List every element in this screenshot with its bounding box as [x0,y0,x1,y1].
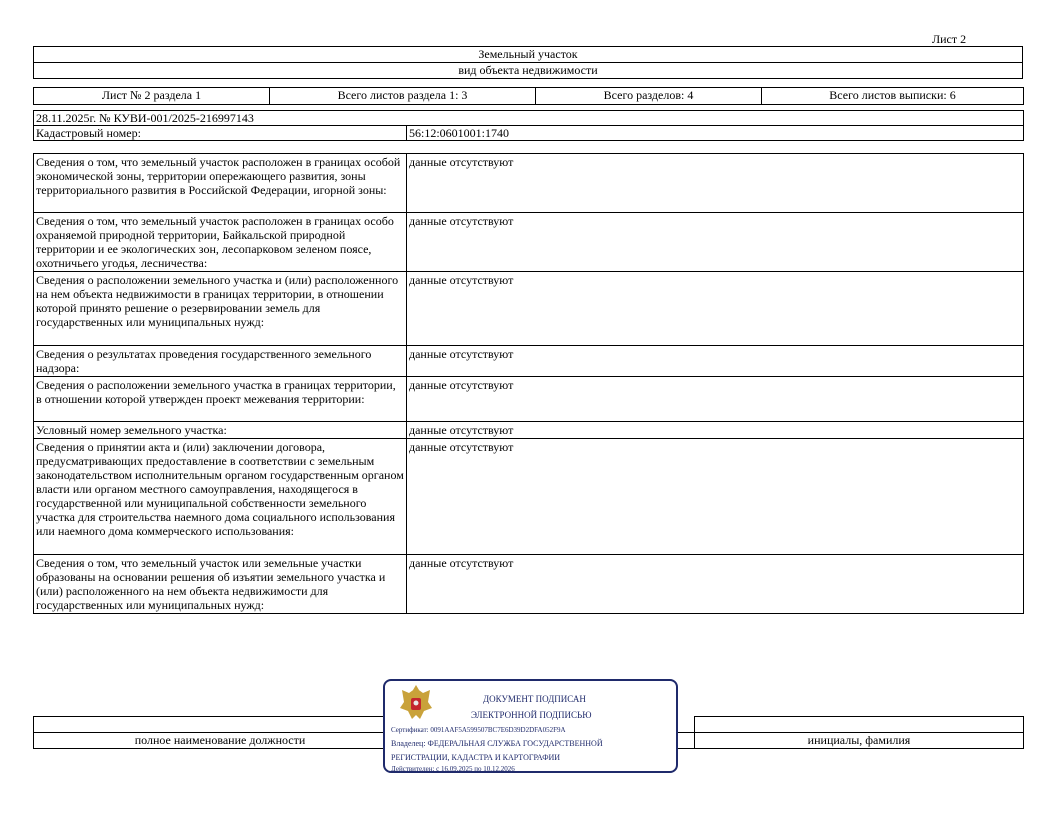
info-value: данные отсутствуют [407,346,1024,377]
object-type: Земельный участок [34,47,1023,63]
info-value: данные отсутствуют [407,272,1024,346]
name-caption: инициалы, фамилия [695,733,1024,749]
sheet-label: Лист 2 [932,32,967,46]
stamp-owner: Владелец: ФЕДЕРАЛЬНАЯ СЛУЖБА ГОСУДАРСТВЕННОЙ [391,739,603,748]
table-row [34,422,1024,439]
stamp-subtitle: ЭЛЕКТРОННОЙ ПОДПИСЬЮ [471,710,592,720]
info-label: Сведения о результатах проведения государственного земельного надзора: [34,346,407,377]
stamp-validity: Действителен: с 16.09.2025 по 10.12.2026 [391,765,515,773]
table-row [34,346,1024,377]
electronic-signature-stamp [383,679,678,773]
total-sheets-section: Всего листов раздела 1: 3 [270,88,536,105]
object-kind-caption: вид объекта недвижимости [34,63,1023,79]
sheets-info-table [33,87,1024,105]
table-row [34,213,1024,272]
table-row [34,272,1024,346]
sheet-of-section: Лист № 2 раздела 1 [34,88,270,105]
coat-of-arms-icon [399,684,433,722]
registration-table [33,110,1024,141]
object-header-table [33,46,1023,79]
info-label: Сведения о том, что земельный участок расположен в границах особо охраняемой природной территории, Байкальской природной территории и ее экологических зон, лесопарковом зеленом поясе, охотничьего угодья, лесничества: [34,213,407,272]
info-label: Сведения о том, что земельный участок расположен в границах особой экономической зоны, территории опережающего развития, зоны территориального развития в Российской Федерации, игорной зоны: [34,154,407,213]
table-row [34,439,1024,555]
info-label: Сведения о расположении земельного участка и (или) расположенного на нем объекта недвижимости в границах территории, в отношении которой принято решение о резервировании земель для государственных или муниципальных нужд: [34,272,407,346]
info-value: данные отсутствуют [407,555,1024,614]
info-value: данные отсутствуют [407,439,1024,555]
total-sheets-extract: Всего листов выписки: 6 [762,88,1024,105]
table-row [34,555,1024,614]
extract-date-number: 28.11.2025г. № КУВИ-001/2025-216997143 [34,111,1024,126]
stamp-owner-continued: РЕГИСТРАЦИИ, КАДАСТРА И КАРТОГРАФИИ [391,753,561,762]
info-value: данные отсутствуют [407,154,1024,213]
info-label: Сведения о том, что земельный участок или земельные участки образованы на основании решения об изъятии земельного участка и (или) расположенного на нем объекта недвижимости для государственных или муниципальных нужд: [34,555,407,614]
cadastral-label: Кадастровый номер: [34,126,407,141]
stamp-title: ДОКУМЕНТ ПОДПИСАН [483,694,586,704]
cadastral-number: 56:12:0601001:1740 [407,126,1024,141]
position-caption: полное наименование должности [34,733,407,749]
info-label: Условный номер земельного участка: [34,422,407,439]
info-value: данные отсутствуют [407,422,1024,439]
info-table [33,153,1024,614]
table-row [34,154,1024,213]
info-value: данные отсутствуют [407,377,1024,422]
info-label: Сведения о расположении земельного участка в границах территории, в отношении которой утвержден проект межевания территории: [34,377,407,422]
table-row [34,377,1024,422]
stamp-certificate: Сертификат: 0091AAF5A599507BC7E6D39D2DFA052F9A [391,726,566,734]
total-sections: Всего разделов: 4 [536,88,762,105]
position-field [34,717,407,733]
info-value: данные отсутствуют [407,213,1024,272]
info-label: Сведения о принятии акта и (или) заключении договора, предусматривающих предоставление в соответствии с земельным законодательством исполнительным органом государственным органом власти или органом местного самоуправления, находящегося в государственной или муниципальной собственности земельного участка для строительства наемного дома социального использования или наемного дома коммерческого использования: [34,439,407,555]
name-field [695,717,1024,733]
